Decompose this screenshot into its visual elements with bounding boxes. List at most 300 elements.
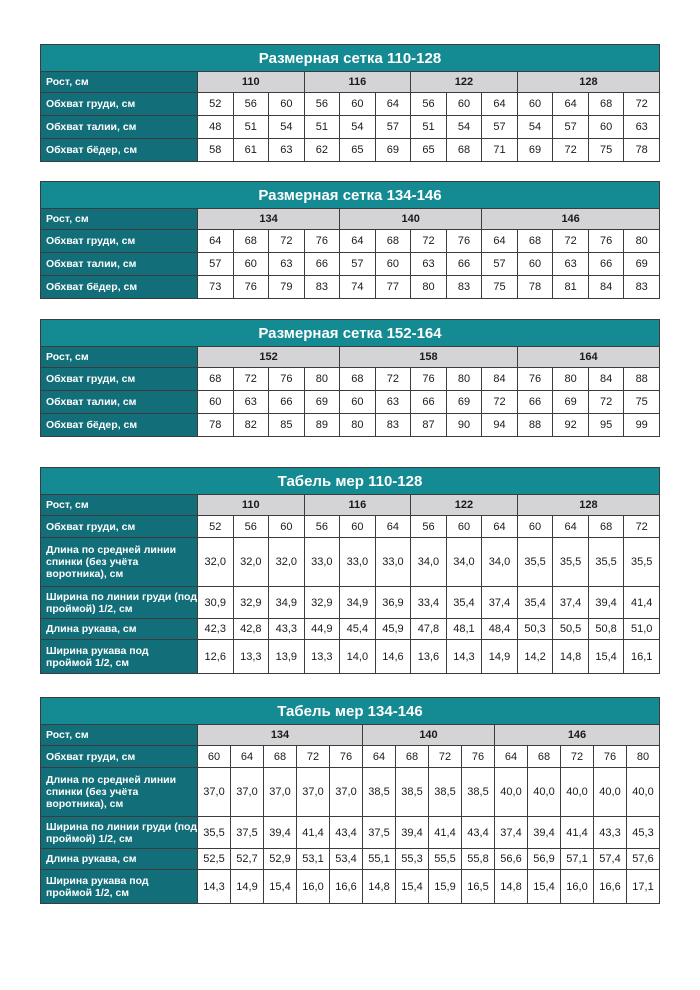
table-cell: 39,4 (396, 817, 429, 849)
table-cell: 39,4 (264, 817, 297, 849)
table-cell: 78 (624, 139, 660, 162)
table-cell: 32,0 (233, 538, 269, 587)
table-cell: 68 (517, 230, 553, 253)
table-cell: 68 (446, 139, 482, 162)
table-cell: 35,5 (624, 538, 660, 587)
table-cell: 15,4 (528, 870, 561, 904)
size-header: 140 (340, 209, 482, 230)
table-cell: 76 (517, 368, 553, 391)
table-cell: 41,4 (561, 817, 594, 849)
table-cell: 54 (517, 116, 553, 139)
size-header: 128 (517, 495, 659, 516)
table-cell: 72 (482, 391, 518, 414)
table-cell: 14,8 (553, 640, 589, 674)
table-cell: 66 (588, 253, 624, 276)
table-cell: 54 (340, 116, 376, 139)
table-cell: 48 (198, 116, 234, 139)
table-cell: 68 (233, 230, 269, 253)
size-header: 116 (304, 495, 411, 516)
table-row (41, 391, 660, 414)
table-cell: 60 (446, 516, 482, 538)
table-cell: 44,9 (304, 619, 340, 640)
row-label: Обхват талии, см (41, 391, 198, 414)
row-label: Обхват груди, см (41, 516, 198, 538)
table-cell: 60 (588, 116, 624, 139)
table-cell: 15,9 (429, 870, 462, 904)
table-row (41, 516, 660, 538)
table-cell: 54 (269, 116, 305, 139)
table-cell: 33,0 (375, 538, 411, 587)
size-header: 116 (304, 72, 411, 93)
table-row (41, 116, 660, 139)
table-cell: 39,4 (528, 817, 561, 849)
table-cell: 79 (269, 276, 305, 299)
table-cell: 42,3 (198, 619, 234, 640)
row-label: Длина по средней линии спинки (без учёта воротника), см (41, 538, 198, 587)
table-cell: 57 (553, 116, 589, 139)
table-cell: 57 (340, 253, 376, 276)
table-cell: 68 (528, 746, 561, 768)
table-cell: 16,5 (462, 870, 495, 904)
table-cell: 37,4 (495, 817, 528, 849)
measurement-table-110-128 (40, 467, 660, 674)
row-label: Ширина по линии груди (под проймой) 1/2, см (41, 587, 198, 619)
table-cell: 68 (340, 368, 376, 391)
table-cell: 42,8 (233, 619, 269, 640)
table-cell: 53,1 (297, 849, 330, 870)
table-cell: 40,0 (627, 768, 660, 817)
table-cell: 35,5 (198, 817, 231, 849)
size-chart-110-128 (40, 44, 660, 162)
table-cell: 60 (340, 516, 376, 538)
table-title: Размерная сетка 152-164 (41, 320, 660, 347)
table-cell: 75 (624, 391, 660, 414)
table-cell: 74 (340, 276, 376, 299)
table-cell: 75 (588, 139, 624, 162)
row-label-height: Рост, см (41, 347, 198, 368)
table-cell: 80 (340, 414, 376, 437)
table-cell: 76 (233, 276, 269, 299)
table-cell: 60 (517, 253, 553, 276)
table-cell: 15,4 (396, 870, 429, 904)
row-label-height: Рост, см (41, 725, 198, 746)
table-cell: 87 (411, 414, 447, 437)
table-cell: 56 (411, 93, 447, 116)
table-cell: 83 (304, 276, 340, 299)
table-cell: 17,1 (627, 870, 660, 904)
table-cell: 34,9 (269, 587, 305, 619)
table-cell: 72 (411, 230, 447, 253)
table-cell: 14,9 (482, 640, 518, 674)
table-cell: 33,0 (304, 538, 340, 587)
table-cell: 69 (375, 139, 411, 162)
table-cell: 66 (304, 253, 340, 276)
table-title: Табель мер 134-146 (41, 698, 660, 725)
table-cell: 69 (304, 391, 340, 414)
size-header: 158 (340, 347, 518, 368)
table-cell: 60 (446, 93, 482, 116)
row-label-height: Рост, см (41, 72, 198, 93)
table-cell: 14,8 (495, 870, 528, 904)
table-cell: 37,4 (482, 587, 518, 619)
table-cell: 64 (482, 230, 518, 253)
row-label: Ширина рукава под проймой 1/2, см (41, 640, 198, 674)
table-cell: 16,6 (594, 870, 627, 904)
table-cell: 68 (264, 746, 297, 768)
table-row (41, 849, 660, 870)
size-header: 128 (517, 72, 659, 93)
row-label: Ширина по линии груди (под проймой) 1/2, см (41, 817, 198, 849)
table-cell: 72 (297, 746, 330, 768)
table-cell: 66 (411, 391, 447, 414)
table-cell: 55,8 (462, 849, 495, 870)
table-cell: 94 (482, 414, 518, 437)
table-cell: 64 (482, 93, 518, 116)
table-cell: 38,5 (462, 768, 495, 817)
table-cell: 60 (198, 391, 234, 414)
row-label: Обхват груди, см (41, 368, 198, 391)
table-cell: 35,5 (553, 538, 589, 587)
table-cell: 57,6 (627, 849, 660, 870)
table-cell: 41,4 (429, 817, 462, 849)
table-cell: 63 (624, 116, 660, 139)
row-label: Длина рукава, см (41, 849, 198, 870)
table-cell: 35,4 (517, 587, 553, 619)
table-cell: 14,6 (375, 640, 411, 674)
table-cell: 14,8 (363, 870, 396, 904)
table-cell: 56 (304, 516, 340, 538)
table-cell: 90 (446, 414, 482, 437)
table-cell: 32,0 (198, 538, 234, 587)
table-cell: 43,4 (462, 817, 495, 849)
table-cell: 95 (588, 414, 624, 437)
row-label-height: Рост, см (41, 209, 198, 230)
table-cell: 64 (231, 746, 264, 768)
table-cell: 69 (553, 391, 589, 414)
table-cell: 69 (624, 253, 660, 276)
table-cell: 40,0 (495, 768, 528, 817)
table-cell: 72 (624, 93, 660, 116)
table-cell: 64 (375, 93, 411, 116)
table-cell: 76 (588, 230, 624, 253)
table-cell: 78 (198, 414, 234, 437)
table-cell: 76 (594, 746, 627, 768)
table-cell: 64 (363, 746, 396, 768)
size-header: 134 (198, 209, 340, 230)
table-cell: 82 (233, 414, 269, 437)
table-cell: 72 (375, 368, 411, 391)
table-cell: 84 (588, 368, 624, 391)
table-cell: 56,9 (528, 849, 561, 870)
size-header: 146 (495, 725, 660, 746)
table-cell: 32,0 (269, 538, 305, 587)
row-label: Обхват талии, см (41, 116, 198, 139)
table-row (41, 768, 660, 817)
table-cell: 68 (588, 93, 624, 116)
table-row (41, 368, 660, 391)
table-cell: 57,4 (594, 849, 627, 870)
table-cell: 72 (588, 391, 624, 414)
table-row (41, 276, 660, 299)
size-header: 164 (517, 347, 659, 368)
table-cell: 64 (375, 516, 411, 538)
table-cell: 60 (517, 93, 553, 116)
table-cell: 81 (553, 276, 589, 299)
table-cell: 38,5 (363, 768, 396, 817)
table-cell: 55,3 (396, 849, 429, 870)
table-cell: 13,3 (304, 640, 340, 674)
table-cell: 84 (482, 368, 518, 391)
table-cell: 12,6 (198, 640, 234, 674)
table-cell: 41,4 (624, 587, 660, 619)
table-cell: 66 (446, 253, 482, 276)
table-cell: 56 (411, 516, 447, 538)
table-cell: 37,5 (363, 817, 396, 849)
table-cell: 56 (233, 516, 269, 538)
table-cell: 64 (553, 516, 589, 538)
size-chart-152-164 (40, 319, 660, 437)
row-label-height: Рост, см (41, 495, 198, 516)
table-cell: 80 (411, 276, 447, 299)
table-title: Размерная сетка 110-128 (41, 45, 660, 72)
table-row (41, 414, 660, 437)
table-cell: 72 (561, 746, 594, 768)
table-cell: 80 (446, 368, 482, 391)
table-cell: 64 (198, 230, 234, 253)
table-cell: 37,4 (553, 587, 589, 619)
table-cell: 14,3 (198, 870, 231, 904)
table-cell: 38,5 (429, 768, 462, 817)
table-cell: 53,4 (330, 849, 363, 870)
table-cell: 80 (624, 230, 660, 253)
table-cell: 63 (411, 253, 447, 276)
table-cell: 14,3 (446, 640, 482, 674)
table-cell: 32,9 (304, 587, 340, 619)
table-cell: 37,0 (231, 768, 264, 817)
table-cell: 45,9 (375, 619, 411, 640)
table-cell: 34,0 (482, 538, 518, 587)
table-cell: 39,4 (588, 587, 624, 619)
table-cell: 55,5 (429, 849, 462, 870)
table-cell: 83 (375, 414, 411, 437)
row-label: Ширина рукава под проймой 1/2, см (41, 870, 198, 904)
table-row (41, 587, 660, 619)
table-row (41, 870, 660, 904)
table-cell: 76 (269, 368, 305, 391)
measurement-table-134-146 (40, 697, 660, 904)
table-cell: 89 (304, 414, 340, 437)
table-cell: 63 (553, 253, 589, 276)
table-cell: 72 (553, 139, 589, 162)
table-cell: 92 (553, 414, 589, 437)
table-cell: 77 (375, 276, 411, 299)
table-cell: 83 (624, 276, 660, 299)
table-cell: 16,0 (561, 870, 594, 904)
table-cell: 72 (624, 516, 660, 538)
table-cell: 13,9 (269, 640, 305, 674)
table-cell: 83 (446, 276, 482, 299)
table-cell: 15,4 (588, 640, 624, 674)
table-cell: 50,3 (517, 619, 553, 640)
table-cell: 35,5 (517, 538, 553, 587)
table-cell: 56 (233, 93, 269, 116)
table-cell: 60 (375, 253, 411, 276)
table-cell: 50,5 (553, 619, 589, 640)
table-cell: 45,3 (627, 817, 660, 849)
size-header: 140 (363, 725, 495, 746)
table-cell: 52 (198, 516, 234, 538)
table-cell: 38,5 (396, 768, 429, 817)
table-cell: 43,3 (594, 817, 627, 849)
size-header: 110 (198, 72, 305, 93)
table-cell: 75 (482, 276, 518, 299)
table-cell: 45,4 (340, 619, 376, 640)
table-cell: 72 (233, 368, 269, 391)
table-cell: 76 (411, 368, 447, 391)
table-cell: 33,4 (411, 587, 447, 619)
table-cell: 72 (553, 230, 589, 253)
table-cell: 13,3 (233, 640, 269, 674)
table-cell: 60 (340, 391, 376, 414)
table-cell: 65 (411, 139, 447, 162)
table-cell: 33,0 (340, 538, 376, 587)
table-cell: 43,4 (330, 817, 363, 849)
table-cell: 58 (198, 139, 234, 162)
table-cell: 64 (495, 746, 528, 768)
table-cell: 68 (396, 746, 429, 768)
row-label: Обхват груди, см (41, 746, 198, 768)
table-row (41, 619, 660, 640)
table-cell: 52,5 (198, 849, 231, 870)
table-cell: 52,9 (264, 849, 297, 870)
table-cell: 36,9 (375, 587, 411, 619)
table-cell: 63 (233, 391, 269, 414)
row-label: Обхват талии, см (41, 253, 198, 276)
table-cell: 66 (269, 391, 305, 414)
table-cell: 80 (627, 746, 660, 768)
table-cell: 61 (233, 139, 269, 162)
size-header: 110 (198, 495, 305, 516)
table-cell: 88 (624, 368, 660, 391)
table-cell: 34,9 (340, 587, 376, 619)
table-cell: 63 (375, 391, 411, 414)
table-cell: 37,5 (231, 817, 264, 849)
table-cell: 37,0 (330, 768, 363, 817)
table-cell: 88 (517, 414, 553, 437)
table-cell: 57 (198, 253, 234, 276)
table-title: Табель мер 110-128 (41, 468, 660, 495)
row-label: Длина рукава, см (41, 619, 198, 640)
table-cell: 43,3 (269, 619, 305, 640)
table-cell: 14,9 (231, 870, 264, 904)
table-cell: 51 (304, 116, 340, 139)
table-title: Размерная сетка 134-146 (41, 182, 660, 209)
table-cell: 57 (375, 116, 411, 139)
table-cell: 73 (198, 276, 234, 299)
table-cell: 76 (304, 230, 340, 253)
table-cell: 64 (553, 93, 589, 116)
row-label: Обхват груди, см (41, 230, 198, 253)
table-cell: 56,6 (495, 849, 528, 870)
table-cell: 40,0 (528, 768, 561, 817)
row-label: Длина по средней линии спинки (без учёта воротника), см (41, 768, 198, 817)
table-cell: 63 (269, 253, 305, 276)
table-row (41, 139, 660, 162)
table-cell: 34,0 (411, 538, 447, 587)
table-cell: 99 (624, 414, 660, 437)
row-label: Обхват груди, см (41, 93, 198, 116)
table-cell: 60 (269, 93, 305, 116)
table-cell: 34,0 (446, 538, 482, 587)
table-cell: 13,6 (411, 640, 447, 674)
size-header: 122 (411, 495, 518, 516)
table-cell: 60 (269, 516, 305, 538)
table-cell: 68 (588, 516, 624, 538)
table-cell: 85 (269, 414, 305, 437)
table-row (41, 640, 660, 674)
table-cell: 80 (304, 368, 340, 391)
table-cell: 57 (482, 116, 518, 139)
table-cell: 16,6 (330, 870, 363, 904)
table-row (41, 746, 660, 768)
table-cell: 57 (482, 253, 518, 276)
table-cell: 76 (330, 746, 363, 768)
table-cell: 69 (517, 139, 553, 162)
row-label: Обхват бёдер, см (41, 414, 198, 437)
table-cell: 37,0 (264, 768, 297, 817)
table-cell: 60 (517, 516, 553, 538)
table-cell: 80 (553, 368, 589, 391)
table-cell: 56 (304, 93, 340, 116)
table-cell: 51,0 (624, 619, 660, 640)
table-cell: 40,0 (594, 768, 627, 817)
table-row (41, 93, 660, 116)
table-cell: 41,4 (297, 817, 330, 849)
table-cell: 68 (198, 368, 234, 391)
table-cell: 30,9 (198, 587, 234, 619)
table-cell: 16,0 (297, 870, 330, 904)
table-cell: 16,1 (624, 640, 660, 674)
table-cell: 52,7 (231, 849, 264, 870)
table-cell: 47,8 (411, 619, 447, 640)
size-header: 152 (198, 347, 340, 368)
table-row (41, 230, 660, 253)
table-cell: 69 (446, 391, 482, 414)
table-cell: 84 (588, 276, 624, 299)
row-label: Обхват бёдер, см (41, 276, 198, 299)
table-cell: 35,5 (588, 538, 624, 587)
table-cell: 50,8 (588, 619, 624, 640)
table-cell: 35,4 (446, 587, 482, 619)
table-cell: 48,4 (482, 619, 518, 640)
table-cell: 55,1 (363, 849, 396, 870)
table-row (41, 253, 660, 276)
table-cell: 51 (233, 116, 269, 139)
table-cell: 32,9 (233, 587, 269, 619)
table-cell: 71 (482, 139, 518, 162)
table-cell: 54 (446, 116, 482, 139)
table-cell: 76 (462, 746, 495, 768)
table-cell: 48,1 (446, 619, 482, 640)
table-cell: 52 (198, 93, 234, 116)
table-row (41, 538, 660, 587)
table-cell: 60 (198, 746, 231, 768)
table-cell: 72 (429, 746, 462, 768)
table-cell: 37,0 (198, 768, 231, 817)
table-cell: 60 (233, 253, 269, 276)
size-chart-134-146 (40, 181, 660, 299)
size-header: 134 (198, 725, 363, 746)
